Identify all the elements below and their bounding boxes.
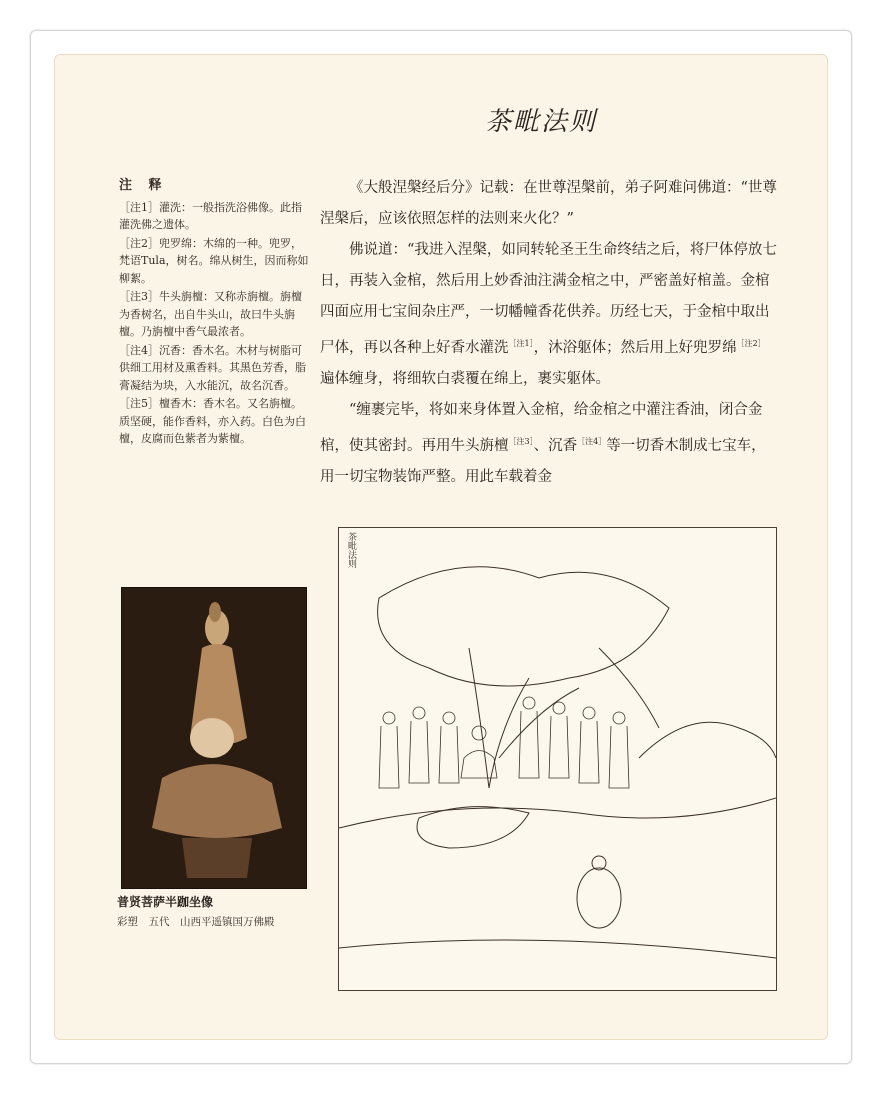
photo-caption-title: 普贤菩萨半跏坐像 (117, 895, 214, 909)
note-item-3: ［注3］牛头旃檀：又称赤旃檀。旃檀为香树名，出自牛头山，故曰牛头旃檀。乃旃檀中香气最浓者。 (119, 290, 302, 338)
note-item-5: ［注5］檀香木：香木名。又名旃檀。质坚硬，能作香料，亦入药。白色为白檀，皮腐而色紫者为紫檀。 (119, 397, 306, 445)
illustration-label: 茶毗法则 (346, 532, 356, 568)
woodblock-scene (339, 528, 776, 990)
notes-column (119, 177, 309, 449)
note-ref-1[interactable]: ［注1］ (508, 339, 534, 348)
paragraph-2 (320, 235, 780, 395)
statue-image (122, 588, 306, 888)
bodhisattva-statue-photo (121, 587, 307, 889)
paragraph-1: 《大般涅槃经后分》记载：在世尊涅槃前，弟子阿难问佛道：“世尊涅槃后，应该依照怎样的法则来火化？” (320, 180, 777, 227)
paragraph-2-part-c: 遍体缠身，将细软白裘覆在绵上，裹实躯体。 (320, 370, 610, 387)
page-title: 茶毗法则 (485, 107, 598, 137)
paragraph-2-part-a: 佛说道：“我进入涅槃，如同转轮圣王生命终结之后，将尸体停放七日，再装入金棺，然后用上妙香油注满金棺之中，严密盖好棺盖。金棺四面应用七宝间杂庄严，一切幡幢香花供养。历经七天，于金棺中取出尸体，再以各种上好香水灌洗 (320, 242, 777, 356)
note-item-2: ［注2］兜罗绵：木绵的一种。兜罗，梵语Tula，树名。绵从树生，因而称如柳絮。 (119, 236, 309, 285)
note-ref-2[interactable]: ［注2］ (736, 339, 766, 348)
note-item-1: ［注1］灌洗：一般指洗浴佛像。此指灌洗佛之遗体。 (119, 200, 302, 231)
paragraph-3-part-b: 、沉香 (533, 437, 578, 454)
paragraph-3 (320, 395, 780, 493)
note-item-4: ［注4］沉香：香木名。木材与树脂可供细工用材及熏香料。其黑色芳香，脂膏凝结为块，入水能沉，故名沉香。 (119, 343, 306, 392)
paragraph-2-part-b: ，沐浴躯体；然后用上好兜罗绵 (533, 339, 737, 356)
paragraph-3-part-a: “缠裹完毕，将如来身体置入金棺，给金棺之中灌注香油，闭合金棺，使其密封。再用牛头旃檀 (320, 401, 763, 454)
photo-caption-detail: 彩塑 五代 山西平遥镇国万佛殿 (117, 916, 275, 928)
notes-heading: 注 释 (119, 178, 168, 193)
body-text (320, 173, 780, 493)
note-ref-4[interactable]: ［注4］ (577, 436, 607, 446)
note-ref-3[interactable]: ［注3］ (508, 436, 534, 446)
paragraph-3-part-c: 等一切香木制成七宝车，用一切宝物装饰严整。用此车载着金 (320, 437, 766, 485)
book-page (54, 54, 828, 1040)
cremation-illustration (338, 527, 777, 991)
